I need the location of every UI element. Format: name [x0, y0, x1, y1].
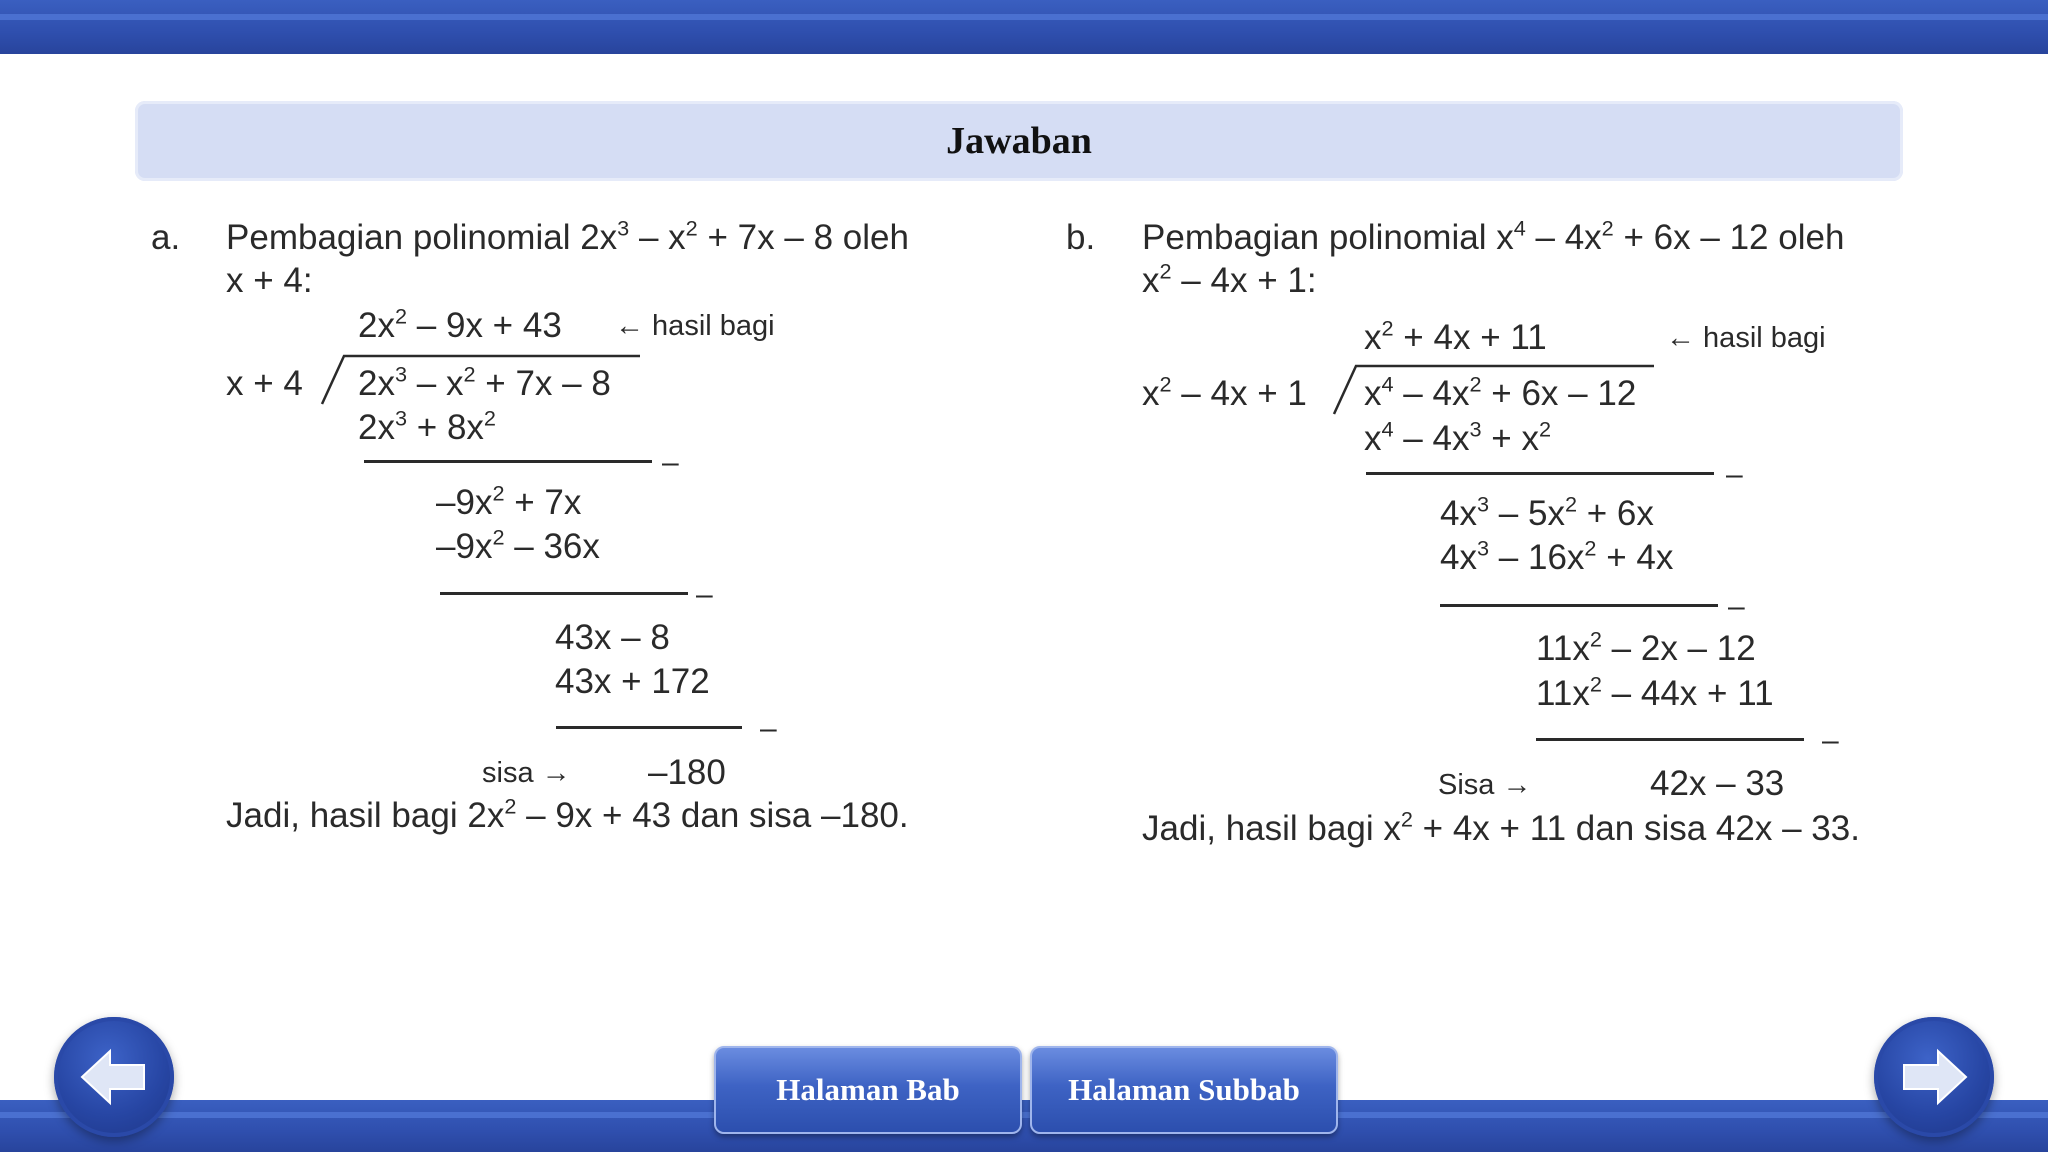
part-b-step-1: $x^4 - 4x^3 + x^2$	[1364, 416, 1552, 458]
part-a-step-4: 43x – 8	[555, 618, 670, 657]
part-a-quotient: $2x^2 - 9x + 43$	[358, 303, 562, 345]
top-banner	[0, 0, 2048, 54]
next-button[interactable]	[1874, 1017, 1994, 1137]
part-a-rule-3	[556, 726, 742, 729]
page-title: Jawaban	[946, 120, 1092, 162]
part-b-rule-3	[1536, 738, 1804, 741]
part-b-question-cont: $x^2 - 4x + 1$:	[1142, 258, 1317, 300]
part-b-step-4: $11x^2 - 2x - 12$	[1536, 626, 1756, 668]
part-b-rule-1	[1366, 472, 1714, 475]
part-a-minus-1: –	[662, 446, 679, 479]
part-a-minus-3: –	[760, 712, 777, 745]
part-a-rule-1	[364, 460, 652, 463]
part-b-step-2: $4x^3 - 5x^2 + 6x$	[1440, 491, 1654, 533]
part-a-remainder-label: sisa →	[482, 757, 571, 789]
part-a-step-5: 43x + 172	[555, 662, 710, 701]
part-a-question: Pembagian polinomial $2x^3 - x^2 + 7x - 8$ oleh	[226, 215, 909, 257]
part-a-divisor: x + 4	[226, 364, 303, 403]
part-b-minus-3: –	[1822, 724, 1839, 757]
chapter-page-button[interactable]: Halaman Bab	[714, 1046, 1022, 1134]
arrow-right-icon	[1900, 1047, 1968, 1107]
part-b-quotient-note: ← hasil bagi	[1666, 322, 1826, 354]
part-b-minus-1: –	[1726, 458, 1743, 491]
part-a-step-2: $-9x^2 + 7x$	[436, 480, 582, 522]
part-a-minus-2: –	[696, 578, 713, 611]
part-a-step-3: $-9x^2 - 36x$	[436, 524, 600, 566]
part-a-dividend: $2x^3 - x^2 + 7x - 8$	[358, 361, 611, 403]
part-b-step-5: $11x^2 - 44x + 11$	[1536, 671, 1774, 713]
part-a-marker: a.	[151, 218, 181, 257]
part-a-question-cont: x + 4:	[226, 261, 313, 300]
bottom-banner	[0, 1100, 2048, 1152]
part-a-quotient-note: ← hasil bagi	[615, 310, 775, 342]
part-a-remainder: –180	[648, 753, 726, 792]
part-a-conclusion: Jadi, hasil bagi $2x^2 - 9x + 43$ dan sisa –180.	[226, 793, 909, 835]
part-a-rule-2	[440, 592, 688, 595]
part-b-remainder: 42x – 33	[1650, 764, 1785, 803]
part-b-rule-2	[1440, 604, 1718, 607]
part-b-divisor: $x^2 - 4x + 1$	[1142, 371, 1307, 413]
arrow-left-icon	[80, 1047, 148, 1107]
part-b-step-3: $4x^3 - 16x^2 + 4x$	[1440, 535, 1674, 577]
part-b-minus-2: –	[1728, 590, 1745, 623]
part-b-remainder-label: Sisa →	[1438, 769, 1532, 801]
part-a-step-1: $2x^3 + 8x^2$	[358, 405, 496, 447]
part-b-marker: b.	[1066, 218, 1096, 257]
part-b-quotient: $x^2 + 4x + 11$	[1364, 315, 1547, 357]
part-b-question: Pembagian polinomial $x^4 - 4x^2 + 6x - 12$ oleh	[1142, 215, 1845, 257]
previous-button[interactable]	[54, 1017, 174, 1137]
subchapter-page-button[interactable]: Halaman Subbab	[1030, 1046, 1338, 1134]
answer-header	[135, 101, 1903, 181]
part-b-conclusion: Jadi, hasil bagi $x^2 + 4x + 11$ dan sisa 42x – 33.	[1142, 806, 1860, 848]
part-b-dividend: $x^4 - 4x^2 + 6x - 12$	[1364, 371, 1637, 413]
